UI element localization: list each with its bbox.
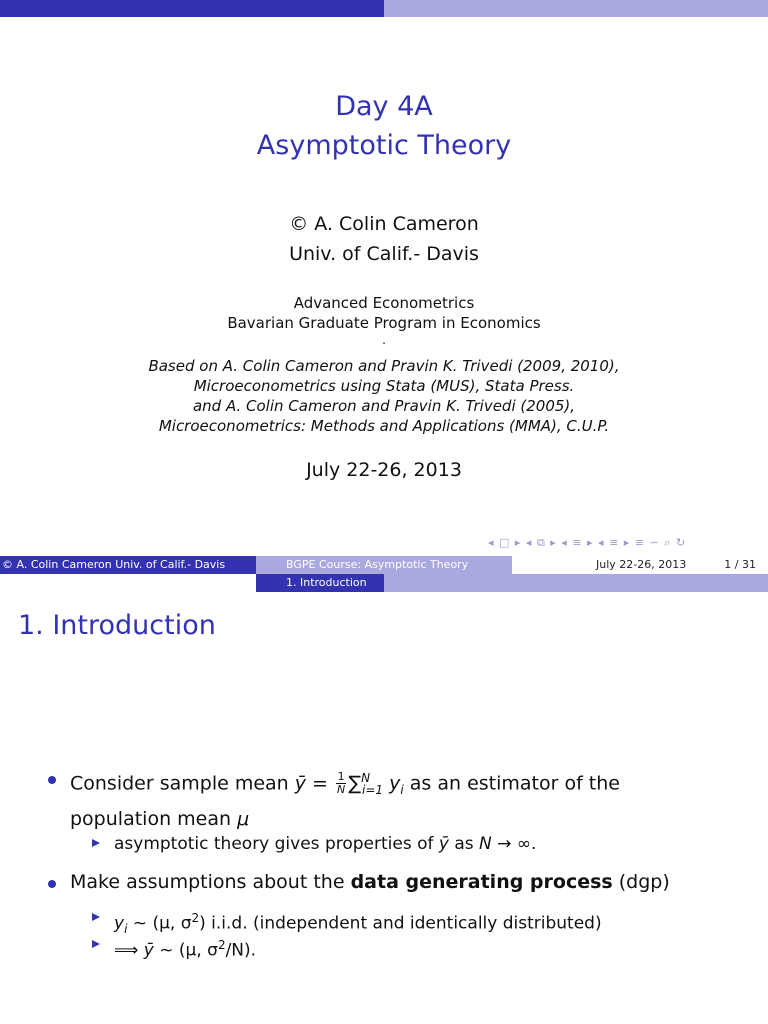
program-name: Bavarian Graduate Program in Economics: [227, 314, 541, 332]
footer-section-fill: [384, 574, 768, 592]
footer-course: BGPE Course: Asymptotic Theory: [256, 556, 512, 574]
footer-author: © A. Colin Cameron Univ. of Calif.- Davis: [0, 556, 256, 574]
top-progress-bar: [0, 0, 768, 17]
slide-title-line2: Asymptotic Theory: [256, 130, 512, 161]
bullet-dot-icon: [48, 776, 56, 784]
bullet-dgp: Make assumptions about the data generating process (dgp): [48, 868, 748, 898]
footer-bar: [0, 556, 768, 592]
separator-dot: .: [382, 333, 386, 347]
based-on-line: Microeconometrics using Stata (MUS), Stata Press.: [193, 377, 575, 395]
based-on-line: and A. Colin Cameron and Pravin K. Trivedi (2005),: [192, 397, 576, 415]
bullet-text: Consider sample mean ȳ = $\frac{1}{N}$ ∑$^N_{i=1}$ $y_i$ as an estimator of the population mean μ: [70, 770, 620, 831]
based-on-block: [0, 356, 768, 436]
fraction: $\frac{1}{N}$: [337, 770, 346, 797]
course-name: Advanced Econometrics: [293, 294, 475, 312]
slide-title-line1: Day 4A: [335, 91, 433, 122]
footer-section: 1. Introduction: [256, 574, 384, 592]
triangle-bullet-icon: [92, 839, 100, 847]
top-bar-left: [0, 0, 384, 17]
top-bar-right: [384, 0, 768, 17]
footer-date-page: [512, 556, 768, 574]
author: © A. Colin Cameron: [289, 213, 479, 235]
based-on-line: Based on A. Colin Cameron and Pravin K. Trivedi (2009, 2010),: [148, 357, 620, 375]
triangle-bullet-icon: [92, 913, 100, 921]
beamer-navigation-icons[interactable]: ◂ □ ▸ ◂ ⧉ ▸ ◂ ≡ ▸ ◂ ≡ ▸ ≡ ∽ ⌕ ↻: [488, 536, 687, 549]
frame-title: 1. Introduction: [18, 610, 216, 641]
footer-date: July 22-26, 2013: [596, 558, 687, 571]
slide-date: July 22-26, 2013: [306, 459, 462, 481]
triangle-bullet-icon: [92, 940, 100, 948]
bullet-sample-mean: [48, 764, 748, 831]
university: Univ. of Calif.- Davis: [289, 243, 479, 265]
bullet-dot-icon: [48, 880, 56, 888]
page-number: 1 / 31: [724, 558, 756, 571]
based-on-line: Microeconometrics: Methods and Applications (MMA), C.U.P.: [158, 417, 610, 435]
